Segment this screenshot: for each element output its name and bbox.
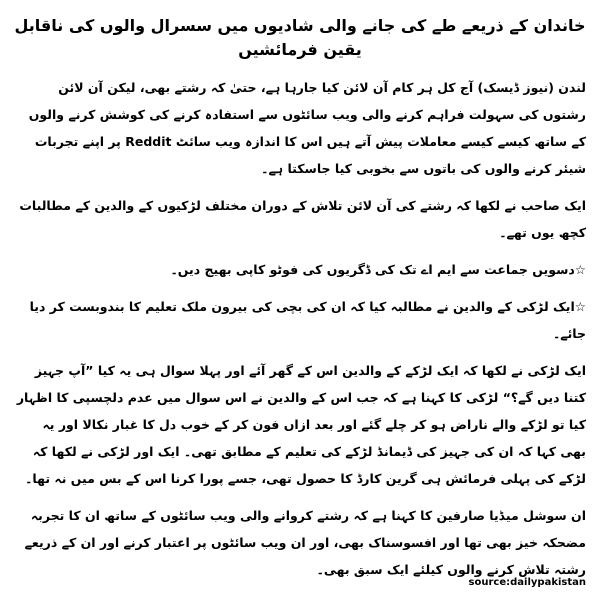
article-paragraph-conclusion: ان سوشل میڈیا صارفین کا کہنا ہے کہ رشتے کروانے والی ویب سائٹوں کے ساتھ ان کا تجربہ مضحکہ خیز بھی تھا اور افسوسناک بھی، اور ان ویب سائٹوں پر اعتبار کرنے اور ان کے ذریعے رشتہ تلاش کرنے والوں کیلئے ایک سبق بھی۔ <box>24 508 586 577</box>
article-paragraph-demand-degrees: ☆دسویں جماعت سے ایم اے تک کی ڈگریوں کی فوٹو کاپی بھیج دیں۔ <box>170 262 586 277</box>
article-headline: خاندان کے ذریعے طے کی جانے والی شادیوں میں سسرال والوں کی ناقابل یقین فرمائشیں <box>14 16 586 59</box>
article-paragraph-dowry-story: ایک لڑکی نے لکھا کہ ایک لڑکے کے والدین اس کے گھر آئے اور پہلا سوال ہی یہ کیا ”آپ جہیز کتنا دیں گے؟“ لڑکی کا کہنا ہے کہ جب اس کے والدین نے اس سوال میں عدم دلچسپی کا اظہار کیا تو لڑکے والے ناراض ہو کر چلے گئے اور بعد ازاں فون کر کے خوب دل کا غبار نکالا اور یہ بھی کہا کہ ان کی جہیز کی ڈیمانڈ لڑکے کی تعلیم کے مطابق تھی۔ ایک اور لڑکی نے لکھا کہ لڑکے کی پہلی فرمائش ہی گرین کارڈ کا حصول تھی، جسے پورا کرنا اس کے بس میں نہ تھا۔ <box>16 363 586 486</box>
article-paragraph-demands-intro: ایک صاحب نے لکھا کہ رشتے کی آن لائن تلاش کے دوران مختلف لڑکیوں کے والدین کے مطالبات کچھ یوں تھے۔ <box>19 198 586 240</box>
article-paragraph-intro: لندن (نیوز ڈیسک) آج کل ہر کام آن لائن کیا جارہا ہے، حتیٰ کہ رشتے بھی، لیکن آن لائن رشتوں کی سہولت فراہم کرنے والی ویب سائٹوں سے استفادہ کرنے کی کوشش کرنے والوں کے ساتھ کیسے کیسے معاملات پیش آتے ہیں اس کا اندازہ ویب سائٹ Reddit پر اپنے تجربات شیئر کرنے والوں کی باتوں سے بخوبی کیا جاسکتا ہے۔ <box>28 80 586 176</box>
article-paragraph-demand-abroad-education: ☆ایک لڑکی کے والدین نے مطالبہ کیا کہ ان کی بچی کی بیرون ملک تعلیم کا بندوبست کر دیا جائے۔ <box>29 299 586 341</box>
source-credit: source:dailypakistan <box>468 577 586 588</box>
